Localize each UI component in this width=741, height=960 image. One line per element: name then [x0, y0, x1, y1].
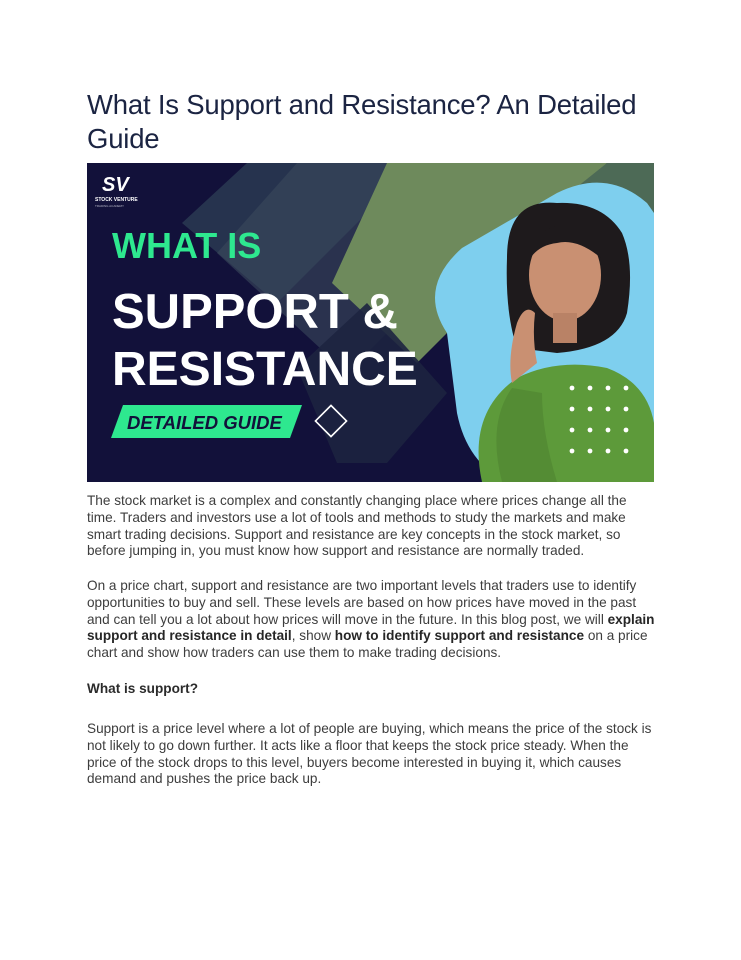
paragraph-overview-text-2: , show	[291, 628, 335, 644]
banner-line-support: SUPPORT &	[112, 285, 398, 339]
hero-banner-image	[87, 163, 654, 482]
banner-line-what-is: WHAT IS	[112, 225, 262, 266]
paragraph-overview	[87, 578, 657, 662]
paragraph-overview-text-1: On a price chart, support and resistance are two important levels that traders use to identify opportunities to buy and sell. These levels are based on how prices have moved in the past and can tell you a lot about how prices will move in the future. In this blog post, we will	[87, 578, 637, 627]
logo-name: STOCK VENTURE	[95, 197, 138, 203]
logo-mark: SV	[102, 174, 129, 196]
banner-graphic	[87, 163, 654, 482]
banner-line-resistance: RESISTANCE	[112, 343, 418, 396]
logo-tagline: TRADING ACADEMY	[95, 204, 125, 208]
paragraph-overview-text-3: on a price chart and show how traders can use them to make trading decisions.	[87, 628, 648, 661]
bold-phrase-identify: how to identify support and resistance	[334, 628, 585, 644]
paragraph-intro: The stock market is a complex and constantly changing place where prices change all the time. Traders and investors use a lot of tools and methods to study the markets and make smart trading decisions. Support and resistance are key concepts in the stock market, so before jumping in, you must know how support and resistance are normally traded.	[87, 493, 627, 559]
article-title: What Is Support and Resistance? An Detailed Guide	[87, 89, 637, 154]
heading-what-is-support: What is support?	[87, 681, 199, 696]
paragraph-support: Support is a price level where a lot of people are buying, which means the price of the stock is not likely to go down further. It acts like a floor that keeps the stock price steady. When the price of the stock drops to this level, buyers become interested in buying it, which causes demand and pushes the price back up.	[87, 721, 652, 787]
badge-label: DETAILED GUIDE	[127, 412, 282, 433]
bold-phrase-explain: explain support and resistance in detail	[87, 611, 655, 644]
